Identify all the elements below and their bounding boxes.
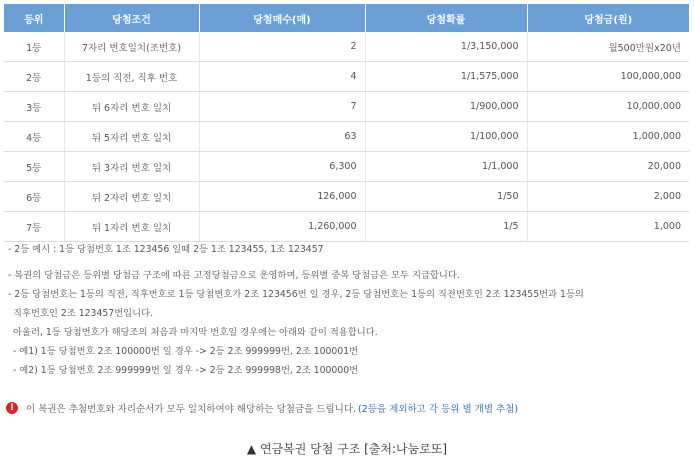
figure-caption: ▲ 연금복권 당첨 구조 [출처:나눔로또]: [246, 442, 448, 456]
cell-prize: 10,000,000: [527, 92, 689, 122]
cell-rank: 5등: [4, 152, 64, 182]
prize-table-wrapper: [4, 4, 689, 242]
cell-condition: 뒤 2자리 번호 일치: [64, 182, 199, 212]
header-probability: 당첨확률: [365, 4, 527, 32]
notes-gap: [8, 259, 688, 266]
cell-count: 2: [199, 32, 365, 62]
cell-prize: 월500만원x20년: [527, 32, 689, 62]
header-rank: 등위: [4, 4, 64, 32]
cell-probability: 1/50: [365, 182, 527, 212]
note-line: 직후번호인 2조 123457번입니다.: [13, 308, 154, 319]
cell-probability: 1/5: [365, 212, 527, 242]
cell-prize: 1,000: [527, 212, 689, 242]
table-header-row: [4, 4, 689, 32]
cell-probability: 1/1,000: [365, 152, 527, 182]
header-count: 당첨매수(매): [199, 4, 365, 32]
cell-prize: 1,000,000: [527, 122, 689, 152]
table-row: [4, 212, 689, 242]
cell-count: 126,000: [199, 182, 365, 212]
notice-line: [6, 401, 518, 415]
cell-count: 7: [199, 92, 365, 122]
cell-condition: 뒤 5자리 번호 일치: [64, 122, 199, 152]
cell-prize: 100,000,000: [527, 62, 689, 92]
cell-condition: 뒤 1자리 번호 일치: [64, 212, 199, 242]
cell-count: 1,260,000: [199, 212, 365, 242]
cell-rank: 6등: [4, 182, 64, 212]
cell-probability: 1/3,150,000: [365, 32, 527, 62]
cell-probability: 1/100,000: [365, 122, 527, 152]
note-line: - 복권의 당첨금은 등위별 당첨금 구조에 따른 고정당첨금으로 운영하며, 등위별 중복 당첨금은 모두 지급합니다.: [8, 270, 460, 281]
prize-table: [4, 4, 689, 242]
cell-prize: 2,000: [527, 182, 689, 212]
cell-rank: 7등: [4, 212, 64, 242]
cell-count: 6,300: [199, 152, 365, 182]
note-line: - 2등 당첨번호는 1등의 직전, 직후번호로 1등 당첨번호가 2조 123456번 일 경우, 2등 당첨번호는 1등의 직전번호인 2조 123455번과 1등의: [8, 289, 584, 300]
notice-text: 이 복권은 추첨번호와 자리순서가 모두 일치하여야 해당하는 당첨금을 드립니다.: [26, 404, 357, 415]
notice-highlight: (2등을 제외하고 각 등위 별 개별 추첨): [358, 404, 519, 415]
cell-prize: 20,000: [527, 152, 689, 182]
cell-condition: 뒤 6자리 번호 일치: [64, 92, 199, 122]
note-line: - 예1) 1등 당첨번호 2조 100000번 일 경우 -> 2등 2조 999999번, 2조 100001번: [13, 346, 359, 357]
cell-condition: 뒤 3자리 번호 일치: [64, 152, 199, 182]
header-condition: 당첨조건: [64, 4, 199, 32]
table-row: [4, 122, 689, 152]
cell-rank: 1등: [4, 32, 64, 62]
cell-rank: 4등: [4, 122, 64, 152]
table-row: [4, 62, 689, 92]
cell-rank: 3등: [4, 92, 64, 122]
cell-probability: 1/1,575,000: [365, 62, 527, 92]
cell-count: 4: [199, 62, 365, 92]
cell-condition: 7자리 번호일치(조번호): [64, 32, 199, 62]
note-line: - 예2) 1등 당첨번호 2조 999999번 일 경우 -> 2등 2조 999998번, 2조 100000번: [13, 365, 359, 376]
note-line: 아울러, 1등 당첨번호가 해당조의 처음과 마지막 번호일 경우에는 아래와 같이 적용합니다.: [13, 327, 378, 338]
second-prize-example: - 2등 예시 : 1등 당첨번호 1조 123456 일때 2등 1조 123455, 1조 123457: [8, 244, 324, 255]
cell-condition: 1등의 직전, 직후 번호: [64, 62, 199, 92]
table-row: [4, 32, 689, 62]
cell-rank: 2등: [4, 62, 64, 92]
table-row: [4, 182, 689, 212]
table-row: [4, 152, 689, 182]
cell-count: 63: [199, 122, 365, 152]
notes-section: [8, 240, 688, 380]
cell-probability: 1/900,000: [365, 92, 527, 122]
alert-icon: !: [6, 402, 18, 414]
header-prize: 당첨금(원): [527, 4, 689, 32]
table-row: [4, 92, 689, 122]
